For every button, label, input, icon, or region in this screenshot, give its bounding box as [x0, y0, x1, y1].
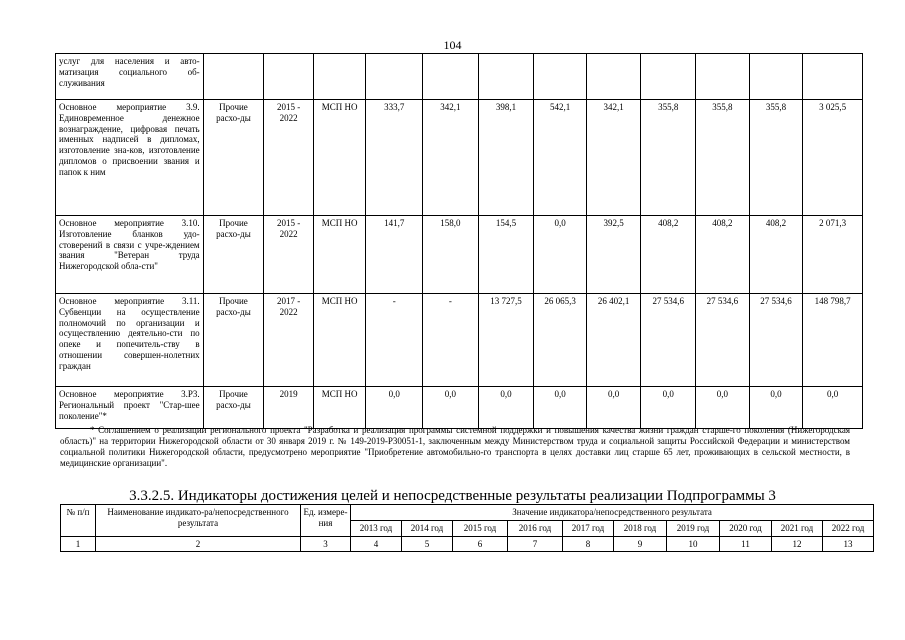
column-number-cell: 13: [823, 536, 874, 552]
value-cell: 141,7: [366, 216, 423, 294]
expense-type-cell: Прочие расхо-ды: [203, 294, 264, 387]
column-number-cell: 11: [720, 536, 772, 552]
table-row: [56, 387, 863, 429]
measure-name-cell: Основное мероприятие 3.11. Субвенции на осуществление полномочий по организации и осуществлению деятельно-сти по опеке и попечитель-ству в отношении совершен-нолетних граждан: [56, 294, 204, 387]
value-cell: [803, 54, 863, 100]
value-cell: 408,2: [749, 216, 803, 294]
expenses-table: [55, 53, 863, 429]
value-cell: 0,0: [534, 387, 587, 429]
header-num: № п/п: [61, 505, 96, 537]
column-number-cell: 6: [453, 536, 508, 552]
value-cell: 0,0: [478, 387, 534, 429]
measure-name-cell: услуг для населения и авто-матизация социального об-служивания: [56, 54, 204, 100]
value-cell: 27 534,6: [641, 294, 696, 387]
value-cell: 0,0: [803, 387, 863, 429]
period-cell: 2015 - 2022: [264, 216, 314, 294]
value-cell: 392,5: [586, 216, 641, 294]
column-number-cell: 5: [402, 536, 453, 552]
value-cell: [749, 54, 803, 100]
year-header-cell: 2015 год: [453, 520, 508, 536]
column-numbers-row: [61, 536, 874, 552]
executor-cell: [313, 54, 366, 100]
header-unit: Ед. измере-ния: [301, 505, 351, 537]
year-header-cell: 2019 год: [667, 520, 720, 536]
executor-cell: МСП НО: [313, 387, 366, 429]
measure-name-cell: Основное мероприятие 3.Р3. Региональный проект "Стар-шее поколение"*: [56, 387, 204, 429]
value-cell: 0,0: [696, 387, 750, 429]
expense-type-cell: [203, 54, 264, 100]
executor-cell: МСП НО: [313, 294, 366, 387]
executor-cell: МСП НО: [313, 216, 366, 294]
value-cell: 0,0: [586, 387, 641, 429]
value-cell: 0,0: [366, 387, 423, 429]
period-cell: 2017 - 2022: [264, 294, 314, 387]
column-number-cell: 12: [772, 536, 823, 552]
expense-type-cell: Прочие расхо-ды: [203, 216, 264, 294]
year-header-cell: 2020 год: [720, 520, 772, 536]
value-cell: 13 727,5: [478, 294, 534, 387]
measure-name-cell: Основное мероприятие 3.10. Изготовление бланков удо-стоверений в связи с учре-ждением звания "Ветеран труда Нижегородской обла-сти": [56, 216, 204, 294]
value-cell: 398,1: [478, 100, 534, 216]
period-cell: [264, 54, 314, 100]
value-cell: 342,1: [586, 100, 641, 216]
column-number-cell: 1: [61, 536, 96, 552]
executor-cell: МСП НО: [313, 100, 366, 216]
value-cell: 355,8: [641, 100, 696, 216]
value-cell: 0,0: [749, 387, 803, 429]
value-cell: [534, 54, 587, 100]
year-header-cell: 2022 год: [823, 520, 874, 536]
value-cell: 148 798,7: [803, 294, 863, 387]
column-number-cell: 8: [563, 536, 614, 552]
value-cell: 408,2: [641, 216, 696, 294]
value-cell: 26 402,1: [586, 294, 641, 387]
value-cell: [586, 54, 641, 100]
value-cell: -: [366, 294, 423, 387]
value-cell: 333,7: [366, 100, 423, 216]
year-header-cell: 2017 год: [563, 520, 614, 536]
column-number-cell: 9: [614, 536, 667, 552]
header-value: Значение индикатора/непосредственного результата: [351, 505, 874, 521]
value-cell: 0,0: [423, 387, 479, 429]
value-cell: -: [423, 294, 479, 387]
year-header-cell: 2021 год: [772, 520, 823, 536]
indicators-table: [60, 504, 874, 552]
period-cell: 2015 - 2022: [264, 100, 314, 216]
value-cell: 355,8: [749, 100, 803, 216]
page-number: 104: [443, 38, 462, 52]
value-cell: 355,8: [696, 100, 750, 216]
year-header-cell: 2013 год: [351, 520, 402, 536]
table-row: [56, 100, 863, 216]
period-cell: 2019: [264, 387, 314, 429]
header-name: Наименование индикато-ра/непосредственного результата: [96, 505, 301, 537]
year-header-cell: 2014 год: [402, 520, 453, 536]
column-number-cell: 4: [351, 536, 402, 552]
value-cell: 154,5: [478, 216, 534, 294]
value-cell: 26 065,3: [534, 294, 587, 387]
value-cell: [423, 54, 479, 100]
column-number-cell: 3: [301, 536, 351, 552]
table-row: [56, 216, 863, 294]
table-row: [56, 294, 863, 387]
value-cell: 0,0: [534, 216, 587, 294]
year-header-cell: 2018 год: [614, 520, 667, 536]
value-cell: 408,2: [696, 216, 750, 294]
value-cell: [696, 54, 750, 100]
value-cell: 342,1: [423, 100, 479, 216]
expense-type-cell: Прочие расхо-ды: [203, 387, 264, 429]
value-cell: 3 025,5: [803, 100, 863, 216]
footnote: * Соглашением о реализации регионального проекта "Разработка и реализация программы системной поддержки и повышения качества жизни граждан старше-го поколения (Нижегородская область)" на территории Нижегородской области от 30 января 2019 г. № 149-2019-Р30051-1, заключенным между Министерством труда и социальной защиты Российской Федерации и министерством социальной политики Нижегородской области, предусмотрено мероприятие "Приобретение автомобильно-го транспорта в целях доставки лиц старше 65 лет, проживающих в сельской местности, в медицинские организации".: [60, 425, 850, 468]
expense-type-cell: Прочие расхо-ды: [203, 100, 264, 216]
table-row: [56, 54, 863, 100]
section-title: 3.3.2.5. Индикаторы достижения целей и непосредственные результаты реализации Подпрограммы 3: [129, 488, 776, 504]
value-cell: [641, 54, 696, 100]
value-cell: 158,0: [423, 216, 479, 294]
value-cell: [478, 54, 534, 100]
measure-name-cell: Основное мероприятие 3.9. Единовременное денежное вознаграждение, цифровая печать именных надписей в дипломах, изготовление зна-ков, изготовление дипломов о присвоении звания и папок к ним: [56, 100, 204, 216]
value-cell: [366, 54, 423, 100]
year-header-cell: 2016 год: [508, 520, 563, 536]
value-cell: 542,1: [534, 100, 587, 216]
value-cell: 0,0: [641, 387, 696, 429]
value-cell: 27 534,6: [696, 294, 750, 387]
column-number-cell: 2: [96, 536, 301, 552]
indicators-header-row: [61, 505, 874, 521]
value-cell: 27 534,6: [749, 294, 803, 387]
column-number-cell: 10: [667, 536, 720, 552]
value-cell: 2 071,3: [803, 216, 863, 294]
column-number-cell: 7: [508, 536, 563, 552]
